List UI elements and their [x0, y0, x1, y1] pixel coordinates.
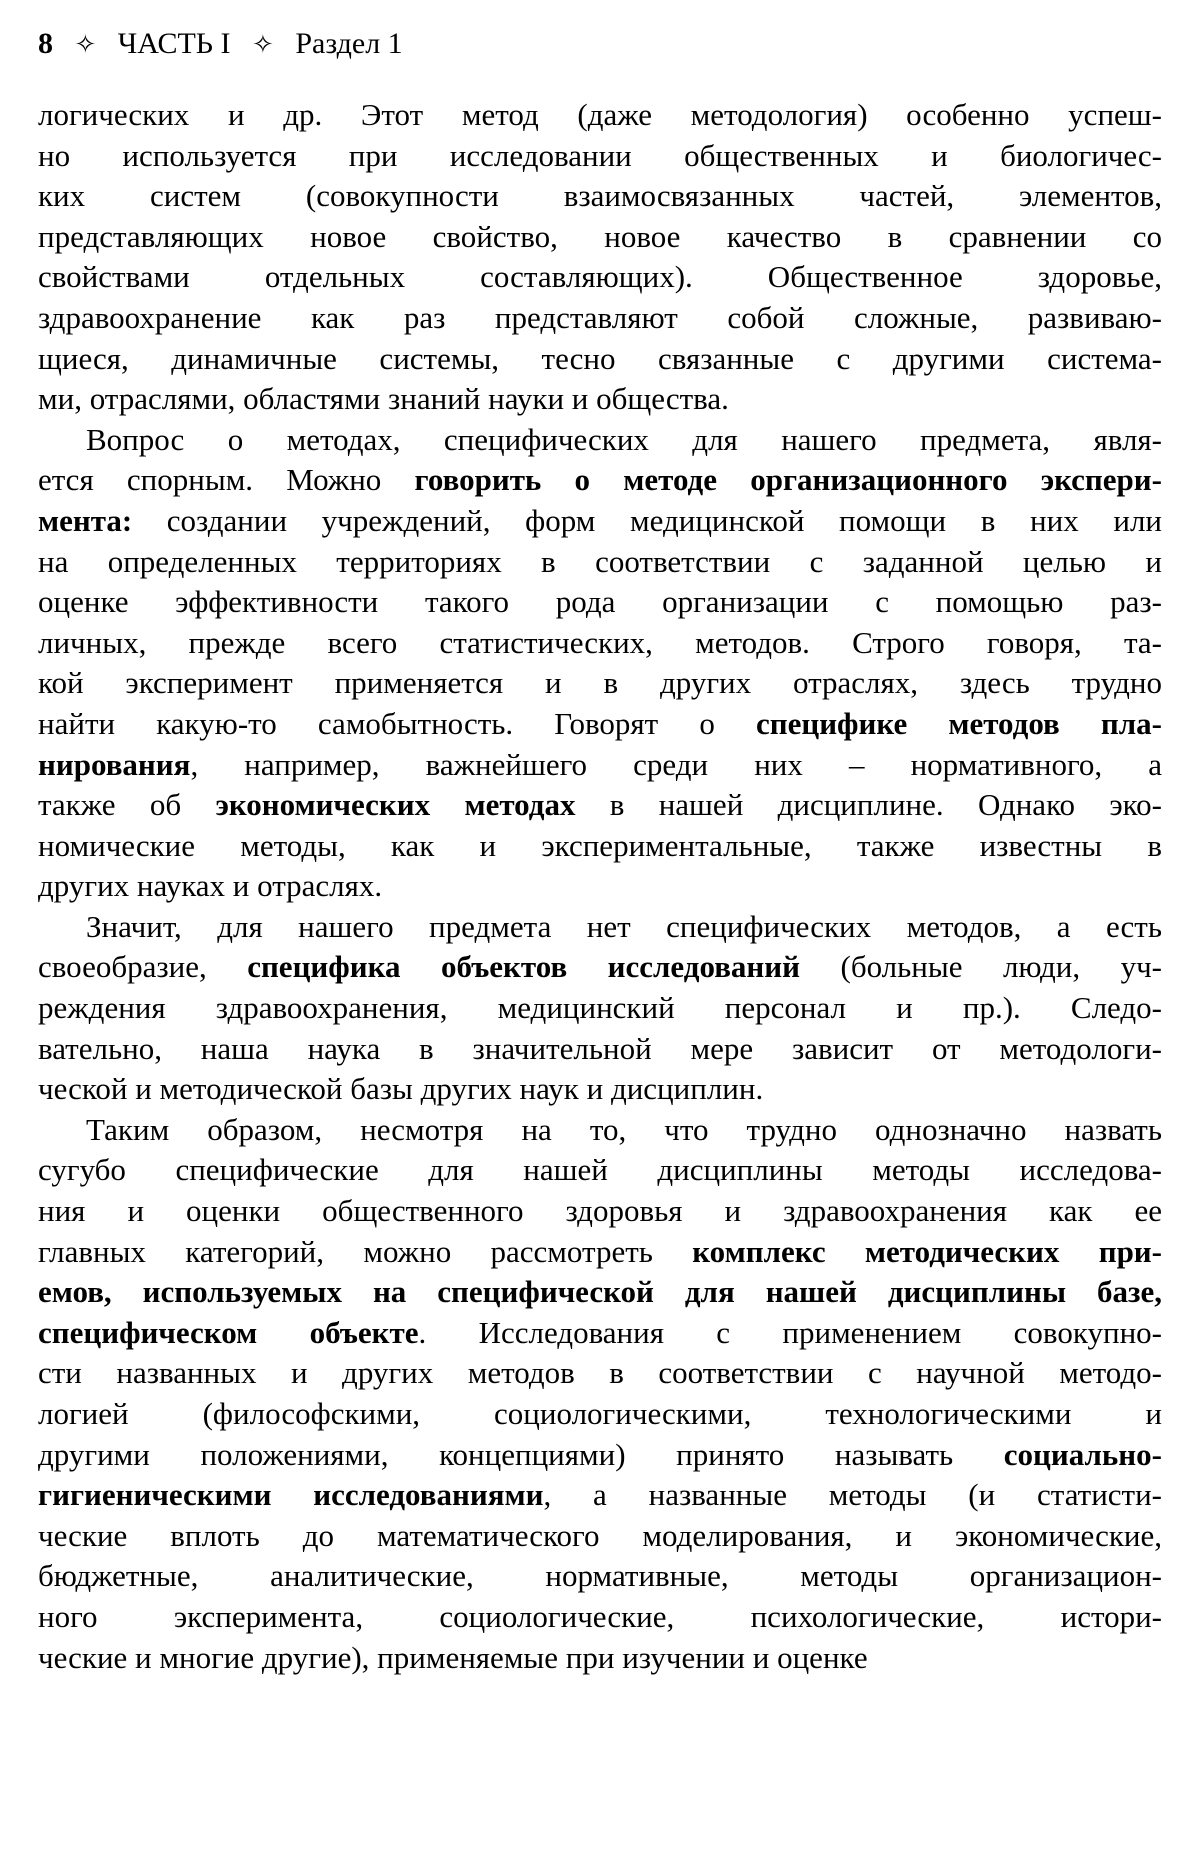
text-run: Значит, для нашего предмета нет специфических методов, а есть — [86, 908, 1162, 944]
running-head — [38, 24, 403, 65]
paragraph-2-line — [38, 663, 1162, 704]
text-run: в нашей дисциплине. Однако эко- — [575, 787, 1162, 823]
paragraph-3-line — [38, 1029, 1162, 1070]
bold-term: экономических методах — [215, 787, 576, 823]
text-run: также об — [38, 787, 216, 823]
text-run: номические методы, как и экспериментальные, также известны в — [38, 827, 1162, 863]
paragraph-1-line — [38, 339, 1162, 380]
paragraph-2-line — [38, 542, 1162, 583]
paragraph-4-line — [38, 1191, 1162, 1232]
diamond-separator-icon: ✧ — [252, 30, 274, 59]
text-run: логических и др. Этот метод (даже методология) особенно успеш- — [38, 97, 1162, 132]
paragraph-3-line — [38, 907, 1162, 948]
bold-term: специфическом объекте — [38, 1314, 419, 1350]
text-run: представляющих новое свойство, новое качество в сравнении со — [38, 218, 1162, 254]
text-run: ческие вплоть до математического моделирования, и экономические, — [38, 1517, 1162, 1553]
text-run: . Исследования с применением совокупно- — [418, 1314, 1162, 1350]
text-run: другими положениями, концепциями) принято называть — [38, 1436, 1004, 1472]
text-run: , а названные методы (и статисти- — [543, 1477, 1163, 1513]
text-run: ми, отраслями, областями знаний науки и общества. — [38, 381, 729, 417]
text-run: здравоохранение как раз представляют собой сложные, развиваю- — [38, 299, 1162, 335]
paragraph-2-line — [38, 623, 1162, 664]
text-run: ческой и методической базы других наук и дисциплин. — [38, 1071, 764, 1107]
text-run: найти какую-то самобытность. Говорят о — [38, 705, 756, 741]
diamond-separator-icon: ✧ — [74, 30, 97, 59]
paragraph-4-line — [38, 1638, 1162, 1679]
paragraph-1-line — [38, 95, 1162, 136]
text-run: ного эксперимента, социологические, психологические, истори- — [38, 1598, 1162, 1634]
text-run: создании учреждений, форм медицинской помощи в них или — [132, 502, 1162, 538]
text-run: главных категорий, можно рассмотреть — [38, 1233, 693, 1269]
paragraph-2-line — [38, 745, 1162, 786]
paragraph-2-line — [38, 460, 1162, 501]
bold-term: специфика объектов исследований — [247, 949, 801, 985]
text-run: логией (философскими, социологическими, технологическими и — [38, 1396, 1162, 1431]
paragraph-4-line — [38, 1394, 1162, 1435]
paragraph-1-line — [38, 379, 1162, 420]
section-title: Раздел 1 — [295, 27, 403, 60]
paragraph-3-line — [38, 988, 1162, 1029]
bold-term: мента: — [38, 502, 133, 538]
bold-term: емов, используемых на специфической для нашей дисциплины базе, — [38, 1274, 1162, 1310]
paragraph-4-line — [38, 1353, 1162, 1394]
text-run: но используется при исследовании общественных и биологичес- — [38, 137, 1162, 173]
text-run: личных, прежде всего статистических, методов. Строго говоря, та- — [38, 624, 1162, 660]
paragraph-2-line — [38, 826, 1162, 867]
paragraph-2-line — [38, 582, 1162, 623]
paragraph-1-line — [38, 176, 1162, 217]
paragraph-2-line — [38, 501, 1162, 542]
paragraph-3-line — [38, 947, 1162, 988]
text-run: Таким образом, несмотря на то, что трудно однозначно назвать — [86, 1111, 1162, 1147]
paragraph-2-line — [38, 866, 1162, 907]
page-number: 8 — [38, 27, 53, 60]
text-run: свойствами отдельных составляющих). Общественное здоровье, — [38, 259, 1162, 295]
paragraph-4-line — [38, 1150, 1162, 1191]
text-run: ких систем (совокупности взаимосвязанных частей, элементов, — [38, 178, 1162, 214]
text-run: сти названных и других методов в соответствии с научной методо- — [38, 1355, 1162, 1391]
text-run: оценке эффективности такого рода организации с помощью раз- — [38, 584, 1162, 620]
paragraph-4-line — [38, 1597, 1162, 1638]
bold-term: говорить о методе организационного экспери- — [414, 462, 1162, 498]
body-text — [38, 95, 1162, 1678]
text-run: бюджетные, аналитические, нормативные, методы организацион- — [38, 1558, 1162, 1594]
bold-term: нирования — [38, 746, 191, 782]
text-run: реждения здравоохранения, медицинский персонал и пр.). Следо- — [38, 990, 1162, 1026]
paragraph-1-line — [38, 298, 1162, 339]
bold-term: комплекс методических при- — [692, 1233, 1162, 1269]
bold-term: специфике методов пла- — [755, 705, 1162, 741]
text-run: Вопрос о методах, специфических для нашего предмета, явля- — [86, 421, 1162, 457]
paragraph-2-line — [38, 704, 1162, 745]
text-run: (больные люди, уч- — [800, 949, 1162, 985]
text-run: сугубо специфические для нашей дисциплины методы исследова- — [38, 1152, 1162, 1188]
paragraph-4-line — [38, 1516, 1162, 1557]
text-run: , например, важнейшего среди них – нормативного, а — [190, 746, 1162, 782]
text-run: на определенных территориях в соответствии с заданной целью и — [38, 543, 1162, 579]
paragraph-4-line — [38, 1475, 1162, 1516]
paragraph-4-line — [38, 1232, 1162, 1273]
paragraph-4-line — [38, 1110, 1162, 1151]
paragraph-4-line — [38, 1556, 1162, 1597]
text-run: ческие и многие другие), применяемые при изучении и оценке — [38, 1639, 868, 1675]
paragraph-1-line — [38, 257, 1162, 298]
paragraph-4-line — [38, 1272, 1162, 1313]
text-run: ется спорным. Можно — [38, 462, 415, 498]
paragraph-4-line — [38, 1435, 1162, 1476]
text-run: кой эксперимент применяется и в других отраслях, здесь трудно — [38, 665, 1162, 701]
part-title: ЧАСТЬ I — [117, 27, 231, 60]
bold-term: гигиеническими исследованиями — [38, 1477, 544, 1513]
text-run: других науках и отраслях. — [38, 868, 383, 904]
paragraph-2-line — [38, 420, 1162, 461]
text-run: щиеся, динамичные системы, тесно связанные с другими система- — [38, 340, 1162, 376]
paragraph-1-line — [38, 217, 1162, 258]
text-run: своеобразие, — [38, 949, 248, 985]
bold-term: социально- — [1003, 1436, 1162, 1472]
paragraph-1-line — [38, 136, 1162, 177]
paragraph-4-line — [38, 1313, 1162, 1354]
text-run: ния и оценки общественного здоровья и здравоохранения как ее — [38, 1193, 1162, 1229]
paragraph-2-line — [38, 785, 1162, 826]
paragraph-3-line — [38, 1069, 1162, 1110]
text-run: вательно, наша наука в значительной мере зависит от методологи- — [38, 1030, 1162, 1066]
